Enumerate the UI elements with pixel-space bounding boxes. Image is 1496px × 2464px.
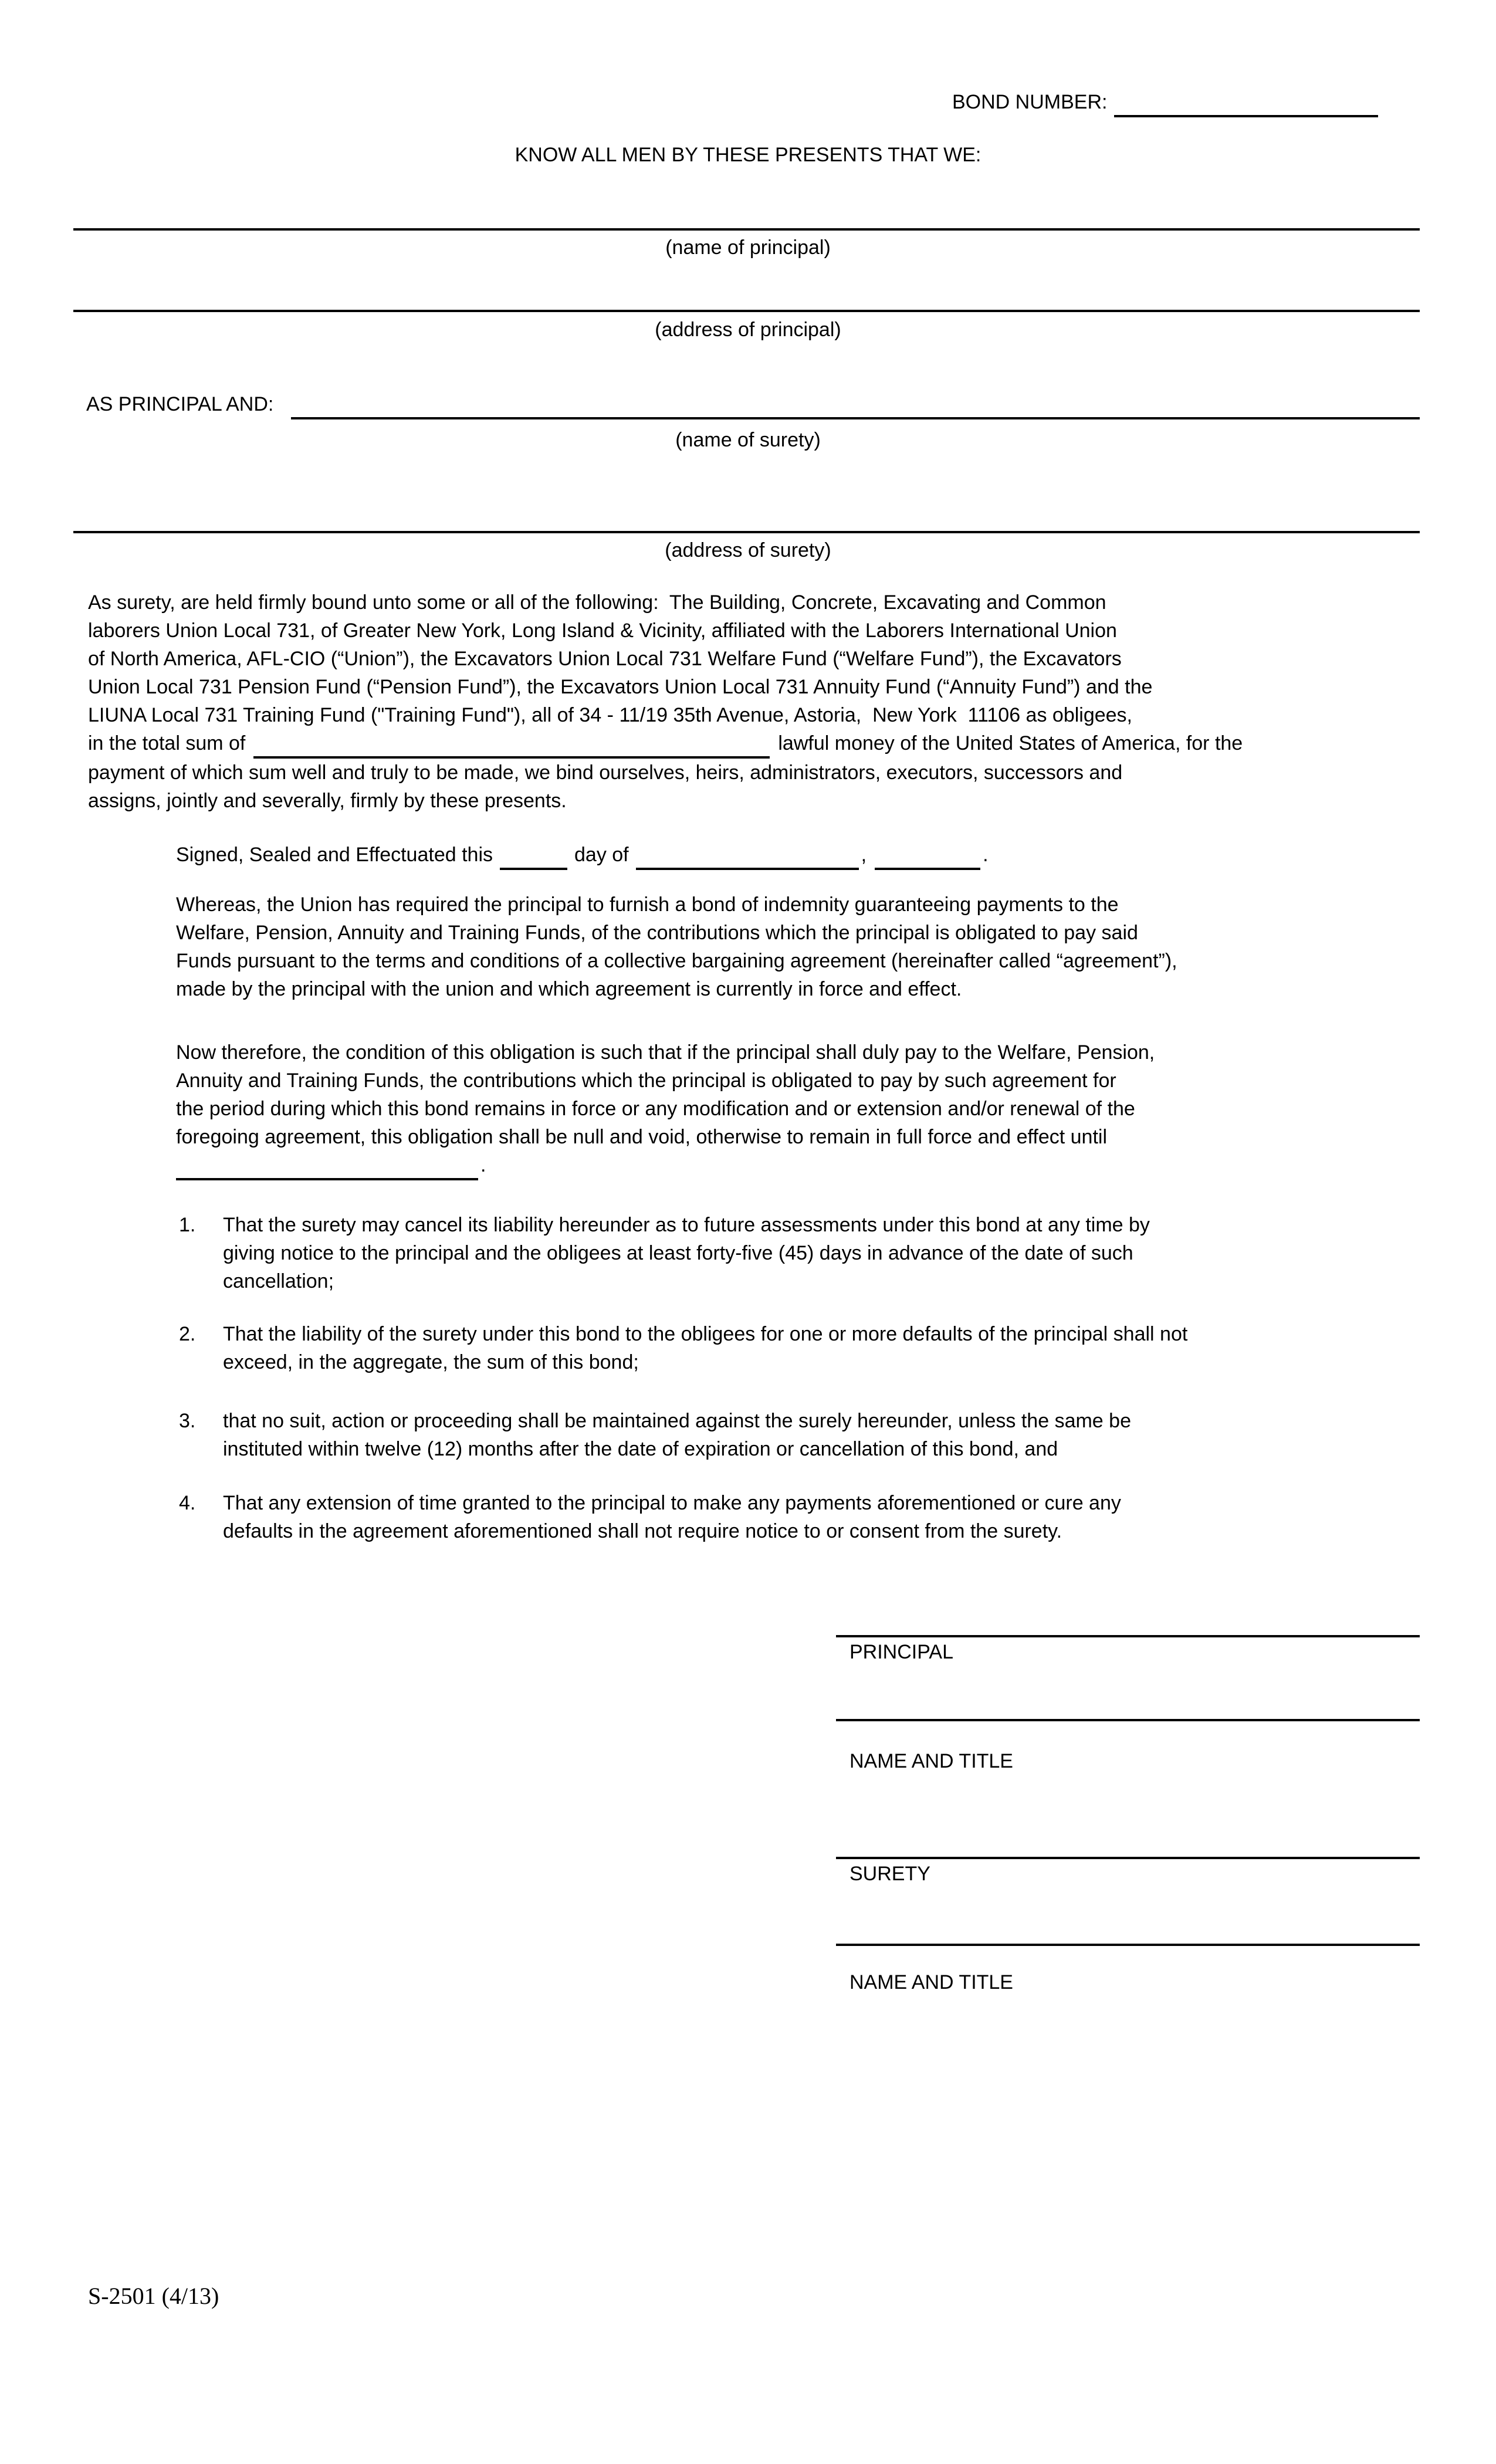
condition-2-number: 2. xyxy=(179,1323,196,1345)
year-blank[interactable] xyxy=(875,841,980,870)
principal-name-line[interactable] xyxy=(73,228,1420,231)
principal-signature-line[interactable] xyxy=(836,1635,1420,1637)
surety-clause-lines-after: payment of which sum well and truly to be made, we bind ourselves, heirs, administrators, executors, successors and assigns, jointly and severally, firmly by these presents. xyxy=(88,761,1123,812)
month-blank[interactable] xyxy=(636,841,859,870)
surety-address-line[interactable] xyxy=(73,531,1420,533)
principal-address-caption: (address of principal) xyxy=(655,319,841,341)
surety-signature-label: SURETY xyxy=(849,1863,930,1885)
effect-until-blank[interactable] xyxy=(176,1151,478,1180)
day-blank[interactable] xyxy=(500,841,567,870)
as-principal-label: AS PRINCIPAL AND: xyxy=(86,393,274,415)
principal-name-title-label: NAME AND TITLE xyxy=(849,1750,1013,1772)
surety-clause-lines-before: As surety, are held firmly bound unto some or all of the following: The Building, Concrete, Excavating and Common laborers Union Local 731, of Greater New York, Long Island & Vicinity, affiliated with the Laborers International Union of North America, AFL-CIO (“Union”), the Excavators Union Local 731 Welfare Fund (“Welfare Fund”), the Excavators Union Local 731 Pension Fund (“Pension Fund”), the Excavators Union Local 731 Annuity Fund (“Annuity Fund”) and the LIUNA Local 731 Training Fund ("Training Fund"), all of 34 - 11/19 35th Avenue, Astoria, New York 11106 as obligees, xyxy=(88,591,1153,726)
signed-sealed-text-1: Signed, Sealed and Effectuated this xyxy=(176,844,493,866)
signed-sealed-comma: , xyxy=(861,844,867,866)
condition-item-1 xyxy=(179,1211,1150,1295)
surety-name-caption: (name of surety) xyxy=(675,429,821,451)
now-therefore-paragraph xyxy=(176,1038,1155,1180)
total-sum-row xyxy=(88,729,1431,759)
condition-item-2 xyxy=(179,1320,1187,1376)
condition-3-number: 3. xyxy=(179,1410,196,1432)
condition-2-text: That the liability of the surety under this bond to the obligees for one or more defaults of the principal shall not exceed, in the aggregate, the sum of this bond; xyxy=(223,1323,1188,1373)
as-principal-row xyxy=(86,390,1420,419)
surety-clause-paragraph xyxy=(88,588,1431,815)
principal-address-line[interactable] xyxy=(73,310,1420,312)
condition-4-number: 4. xyxy=(179,1492,196,1514)
effect-until-row xyxy=(176,1151,1155,1180)
signed-sealed-text-2: day of xyxy=(574,844,629,866)
bond-number-blank[interactable] xyxy=(1114,88,1378,117)
total-sum-blank[interactable] xyxy=(253,729,770,759)
bond-number-label: BOND NUMBER: xyxy=(952,91,1108,113)
principal-name-caption: (name of principal) xyxy=(665,236,831,259)
document-heading: KNOW ALL MEN BY THESE PRESENTS THAT WE: xyxy=(515,144,981,166)
total-sum-after-text: lawful money of the United States of America, for the xyxy=(778,732,1243,754)
bond-number-row xyxy=(952,88,1421,117)
condition-item-4 xyxy=(179,1489,1121,1545)
surety-address-caption: (address of surety) xyxy=(665,539,831,561)
signed-sealed-row xyxy=(176,841,1420,870)
now-therefore-lines: Now therefore, the condition of this obligation is such that if the principal shall duly pay to the Welfare, Pension, Annuity and Training Funds, the contributions which the principal is obligated to pay by such agreement for the period during which this bond remains in force or any modification and or extension and/or renewal of the foregoing agreement, this obligation shall be null and void, otherwise to remain in full force and effect until xyxy=(176,1041,1155,1148)
surety-signature-line[interactable] xyxy=(836,1857,1420,1859)
condition-3-text: that no suit, action or proceeding shall be maintained against the surely hereunder, unless the same be instituted within twelve (12) months after the date of expiration or cancellation of this bond, and xyxy=(223,1410,1131,1460)
surety-name-blank[interactable] xyxy=(291,390,1420,419)
condition-4-text: That any extension of time granted to the principal to make any payments aforementioned or cure any defaults in the agreement aforementioned shall not require notice to or consent from the surety. xyxy=(223,1492,1121,1542)
total-sum-before-text: in the total sum of xyxy=(88,732,246,754)
condition-item-3 xyxy=(179,1407,1131,1463)
surety-name-title-label: NAME AND TITLE xyxy=(849,1971,1013,1993)
effect-until-period: . xyxy=(480,1154,486,1176)
form-number: S-2501 (4/13) xyxy=(88,2283,219,2309)
signed-sealed-period: . xyxy=(983,844,989,866)
condition-1-text: That the surety may cancel its liability hereunder as to future assessments under this bond at any time by giving notice to the principal and the obligees at least forty-five (45) days in advance of the date of such cancellation; xyxy=(223,1214,1150,1292)
whereas-paragraph: Whereas, the Union has required the principal to furnish a bond of indemnity guaranteeing payments to the Welfare, Pension, Annuity and Training Funds, of the contributions which the principal is obligated to pay said Funds pursuant to the terms and conditions of a collective bargaining agreement (hereinafter called “agreement”), made by the principal with the union and which agreement is currently in force and effect. xyxy=(176,893,1177,1000)
condition-1-number: 1. xyxy=(179,1214,196,1236)
principal-name-title-line[interactable] xyxy=(836,1719,1420,1721)
principal-signature-label: PRINCIPAL xyxy=(849,1641,953,1663)
surety-name-title-line[interactable] xyxy=(836,1944,1420,1946)
